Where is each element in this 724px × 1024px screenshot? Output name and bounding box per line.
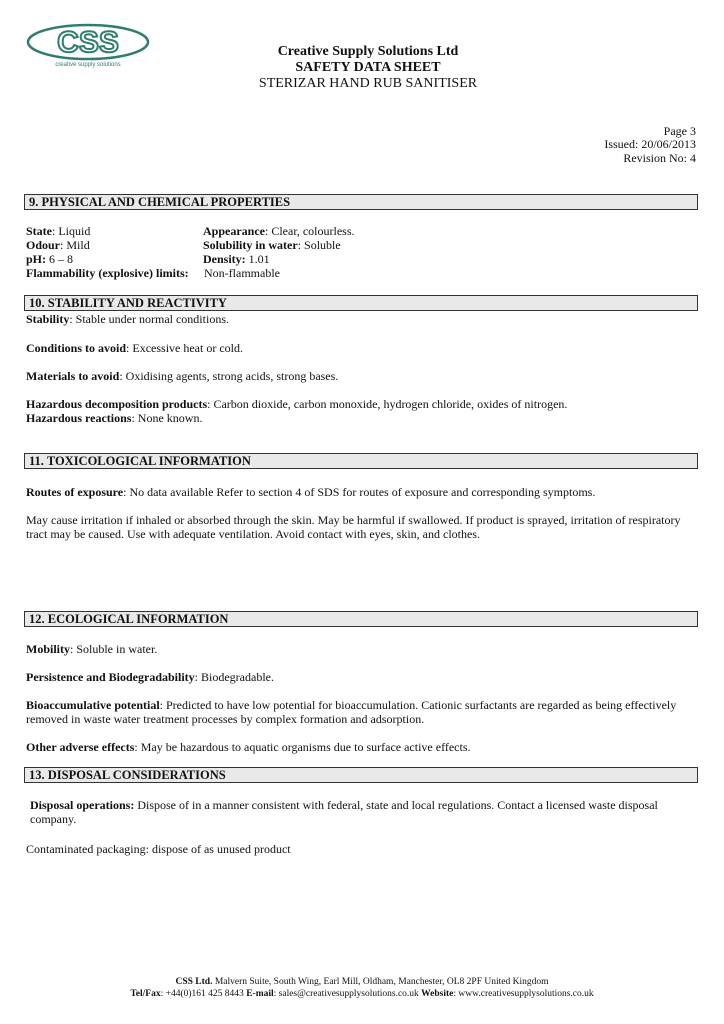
odour-label: Odour [26, 238, 61, 252]
ph-label: pH: [26, 252, 47, 266]
footer-email-label: E-mail [246, 989, 274, 999]
solubility-label: Solubility in water [203, 238, 298, 252]
appearance-row [203, 224, 355, 238]
issued-date: Issued: 20/06/2013 [604, 137, 696, 151]
conditions-label: Conditions to avoid [26, 341, 127, 355]
disposal-label: Disposal operations: [30, 798, 135, 812]
bioaccumulative-row [26, 698, 696, 726]
conditions-row [26, 341, 696, 355]
stability-label: Stability [26, 312, 70, 326]
packaging-row: Contaminated packaging: dispose of as unused product [26, 842, 291, 856]
flammability-row [26, 266, 696, 280]
materials-value: : Oxidising agents, strong acids, strong bases. [119, 369, 339, 383]
hazardous-decomposition-row [26, 397, 696, 411]
footer-company: CSS Ltd. [175, 977, 213, 987]
odour-value: : Mild [60, 238, 90, 252]
mobility-label: Mobility [26, 642, 70, 656]
state-value: : Liquid [52, 224, 91, 238]
product-name: STERIZAR HAND RUB SANITISER [258, 76, 478, 91]
footer-address [0, 977, 724, 987]
logo-text: CSS [57, 26, 119, 59]
appearance-value: : Clear, colourless. [265, 224, 355, 238]
bioaccumulative-label: Bioaccumulative potential [26, 698, 160, 712]
materials-row [26, 369, 696, 383]
mobility-row [26, 642, 696, 656]
document-type: SAFETY DATA SHEET [295, 60, 441, 75]
footer-website-value: : www.creativesupplysolutions.co.uk [453, 989, 594, 999]
revision-number: Revision No: 4 [623, 151, 696, 165]
footer-address-text: Malvern Suite, South Wing, Earl Mill, Oldham, Manchester, OL8 2PF United Kingdom [212, 977, 549, 987]
disposal-row [30, 798, 696, 826]
ph-row [26, 252, 696, 266]
disposal-value: Dispose of in a manner consistent with federal, state and local regulations. Contact a licensed waste disposal company. [30, 798, 658, 826]
footer-website-label: Website [421, 989, 454, 999]
persistence-label: Persistence and Biodegradability [26, 670, 195, 684]
hazardous-reactions-value: : None known. [131, 411, 203, 425]
page-number: Page 3 [663, 124, 696, 138]
toxicology-paragraph: May cause irritation if inhaled or absorbed through the skin. May be harmful if swallowed. If product is sprayed, irritation of respiratory tract may be caused. Use with adequate ventilation. Avoid contact with eyes, skin, and clothes. [26, 513, 681, 541]
solubility-value: : Soluble [297, 238, 341, 252]
flammability-value: Non-flammable [204, 266, 280, 280]
routes-value: : No data available Refer to section 4 of SDS for routes of exposure and corresponding symptoms. [123, 485, 596, 499]
stability-row [26, 312, 696, 326]
other-effects-label: Other adverse effects [26, 740, 135, 754]
persistence-value: : Biodegradable. [194, 670, 274, 684]
hazardous-decomposition-value: : Carbon dioxide, carbon monoxide, hydrogen chloride, oxides of nitrogen. [207, 397, 568, 411]
persistence-row [26, 670, 696, 684]
state-row [26, 224, 696, 238]
other-effects-row [26, 740, 696, 754]
footer-tel-value: : +44(0)161 425 8443 [160, 989, 247, 999]
conditions-value: : Excessive heat or cold. [126, 341, 243, 355]
density-row [203, 252, 270, 266]
routes-row [26, 485, 696, 499]
ph-value: 6 – 8 [46, 252, 74, 266]
footer-email-value: : sales@creativesupplysolutions.co.uk [273, 989, 422, 999]
logo-tagline: creative supply solutions [55, 62, 121, 68]
mobility-value: : Soluble in water. [70, 642, 158, 656]
density-label: Density: [203, 252, 246, 266]
hazardous-reactions-row [26, 411, 696, 425]
company-name: Creative Supply Solutions Ltd [277, 44, 459, 59]
stability-value: : Stable under normal conditions. [69, 312, 229, 326]
odour-row [26, 238, 696, 252]
flammability-label: Flammability (explosive) limits: [26, 266, 189, 280]
bioaccumulative-value: : Predicted to have low potential for bioaccumulation. Cationic surfactants are regarded as being effectively removed in waste water treatment processes by complex formation and adsorption. [26, 698, 677, 726]
other-effects-value: : May be hazardous to aquatic organisms due to surface active effects. [134, 740, 471, 754]
density-value: 1.01 [245, 252, 270, 266]
section-13-header: 13. DISPOSAL CONSIDERATIONS [24, 767, 698, 783]
section-12-header: 12. ECOLOGICAL INFORMATION [24, 611, 698, 627]
section-10-header: 10. STABILITY AND REACTIVITY [24, 295, 698, 311]
routes-label: Routes of exposure [26, 485, 124, 499]
section-9-header: 9. PHYSICAL AND CHEMICAL PROPERTIES [24, 194, 698, 210]
appearance-label: Appearance [203, 224, 265, 238]
footer-contact [0, 989, 724, 999]
state-label: State [26, 224, 52, 238]
solubility-row [203, 238, 341, 252]
section-11-header: 11. TOXICOLOGICAL INFORMATION [24, 453, 698, 469]
footer-tel-label: Tel/Fax [130, 989, 161, 999]
hazardous-decomposition-label: Hazardous decomposition products [26, 397, 208, 411]
materials-label: Materials to avoid [26, 369, 120, 383]
hazardous-reactions-label: Hazardous reactions [26, 411, 132, 425]
